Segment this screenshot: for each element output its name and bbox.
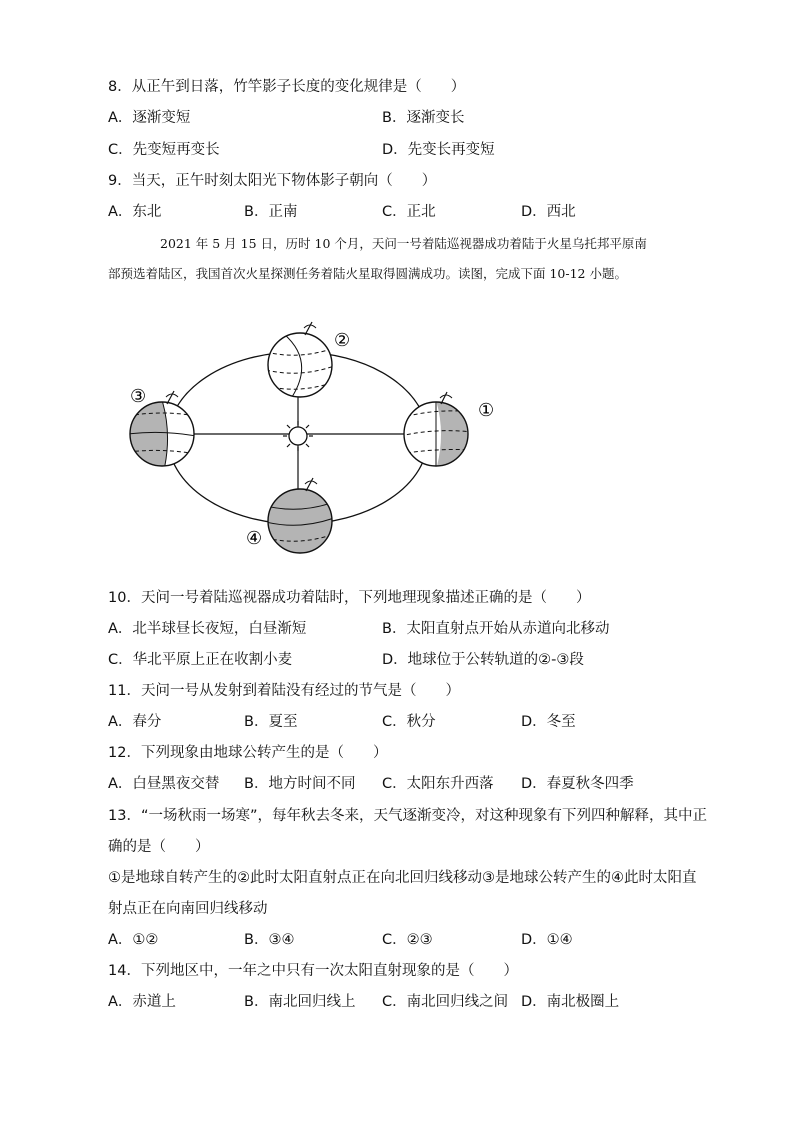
q13-statements-line-1: ①是地球自转产生的②此时太阳直射点正在向北回归线移动③是地球公转产生的④此时太阳直 xyxy=(108,870,697,886)
q9-option-d: D．西北 xyxy=(521,204,576,220)
q14-option-a: A．赤道上 xyxy=(108,994,176,1010)
q13-statements-line-2: 射点正在向南回归线移动 xyxy=(108,901,268,917)
q9-stem: 9．当天，正午时刻太阳光下物体影子朝向（ ） xyxy=(108,173,437,189)
q11-option-a: A．春分 xyxy=(108,714,162,730)
q13-option-c: C．②③ xyxy=(382,932,433,948)
earth-orbit-diagram xyxy=(120,300,500,565)
q8-option-b: B．逐渐变长 xyxy=(382,110,465,126)
q12-option-a: A．白昼黑夜交替 xyxy=(108,776,220,792)
earth-position-2 xyxy=(266,322,334,400)
q10-option-c: C．华北平原上正在收割小麦 xyxy=(108,652,293,668)
earth-position-4 xyxy=(266,478,334,553)
q11-option-b: B．夏至 xyxy=(244,714,298,730)
q12-stem: 12．下列现象由地球公转产生的是（ ） xyxy=(108,745,388,761)
q14-option-d: D．南北极圈上 xyxy=(521,994,620,1010)
q10-option-d: D．地球位于公转轨道的②-③段 xyxy=(382,652,584,668)
label-position-1: ① xyxy=(478,400,495,421)
q8-option-d: D．先变长再变短 xyxy=(382,142,495,158)
passage-line-1: 2021 年 5 月 15 日，历时 10 个月，天问一号着陆巡视器成功着陆于火星乌托邦平原南 xyxy=(160,236,647,251)
q10-option-b: B．太阳直射点开始从赤道向北移动 xyxy=(382,621,610,637)
q9-option-b: B．正南 xyxy=(244,204,298,220)
q8-option-c: C．先变短再变长 xyxy=(108,142,220,158)
q13-option-d: D．①④ xyxy=(521,932,573,948)
q12-option-d: D．春夏秋冬四季 xyxy=(521,776,634,792)
q14-option-c: C．南北回归线之间 xyxy=(382,994,509,1010)
q11-option-c: C．秋分 xyxy=(382,714,436,730)
q13-option-b: B．③④ xyxy=(244,932,295,948)
q12-option-b: B．地方时间不同 xyxy=(244,776,356,792)
q8-option-a: A．逐渐变短 xyxy=(108,110,191,126)
q12-option-c: C．太阳东升西落 xyxy=(382,776,494,792)
passage-line-2: 部预选着陆区，我国首次火星探测任务着陆火星取得圆满成功。读图，完成下面 10-12 小题。 xyxy=(108,266,627,281)
q11-option-d: D．冬至 xyxy=(521,714,576,730)
q8-stem: 8．从正午到日落，竹竿影子长度的变化规律是（ ） xyxy=(108,79,466,95)
q9-option-c: C．正北 xyxy=(382,204,436,220)
q13-stem-line-1: 13．“一场秋雨一场寒”，每年秋去冬来，天气逐渐变冷，对这种现象有下列四种解释，其中正 xyxy=(108,808,707,824)
q11-stem: 11．天问一号从发射到着陆没有经过的节气是（ ） xyxy=(108,683,460,699)
q10-stem: 10．天问一号着陆巡视器成功着陆时，下列地理现象描述正确的是（ ） xyxy=(108,590,591,606)
q13-stem-line-2: 确的是（ ） xyxy=(108,839,210,855)
q13-option-a: A．①② xyxy=(108,932,159,948)
label-position-4: ④ xyxy=(246,528,263,549)
label-position-2: ② xyxy=(334,330,351,351)
q14-option-b: B．南北回归线上 xyxy=(244,994,356,1010)
q9-option-a: A．东北 xyxy=(108,204,162,220)
q10-option-a: A．北半球昼长夜短，白昼渐短 xyxy=(108,621,307,637)
earth-position-1 xyxy=(400,392,472,470)
label-position-3: ③ xyxy=(130,386,147,407)
q14-stem: 14．下列地区中，一年之中只有一次太阳直射现象的是（ ） xyxy=(108,963,518,979)
